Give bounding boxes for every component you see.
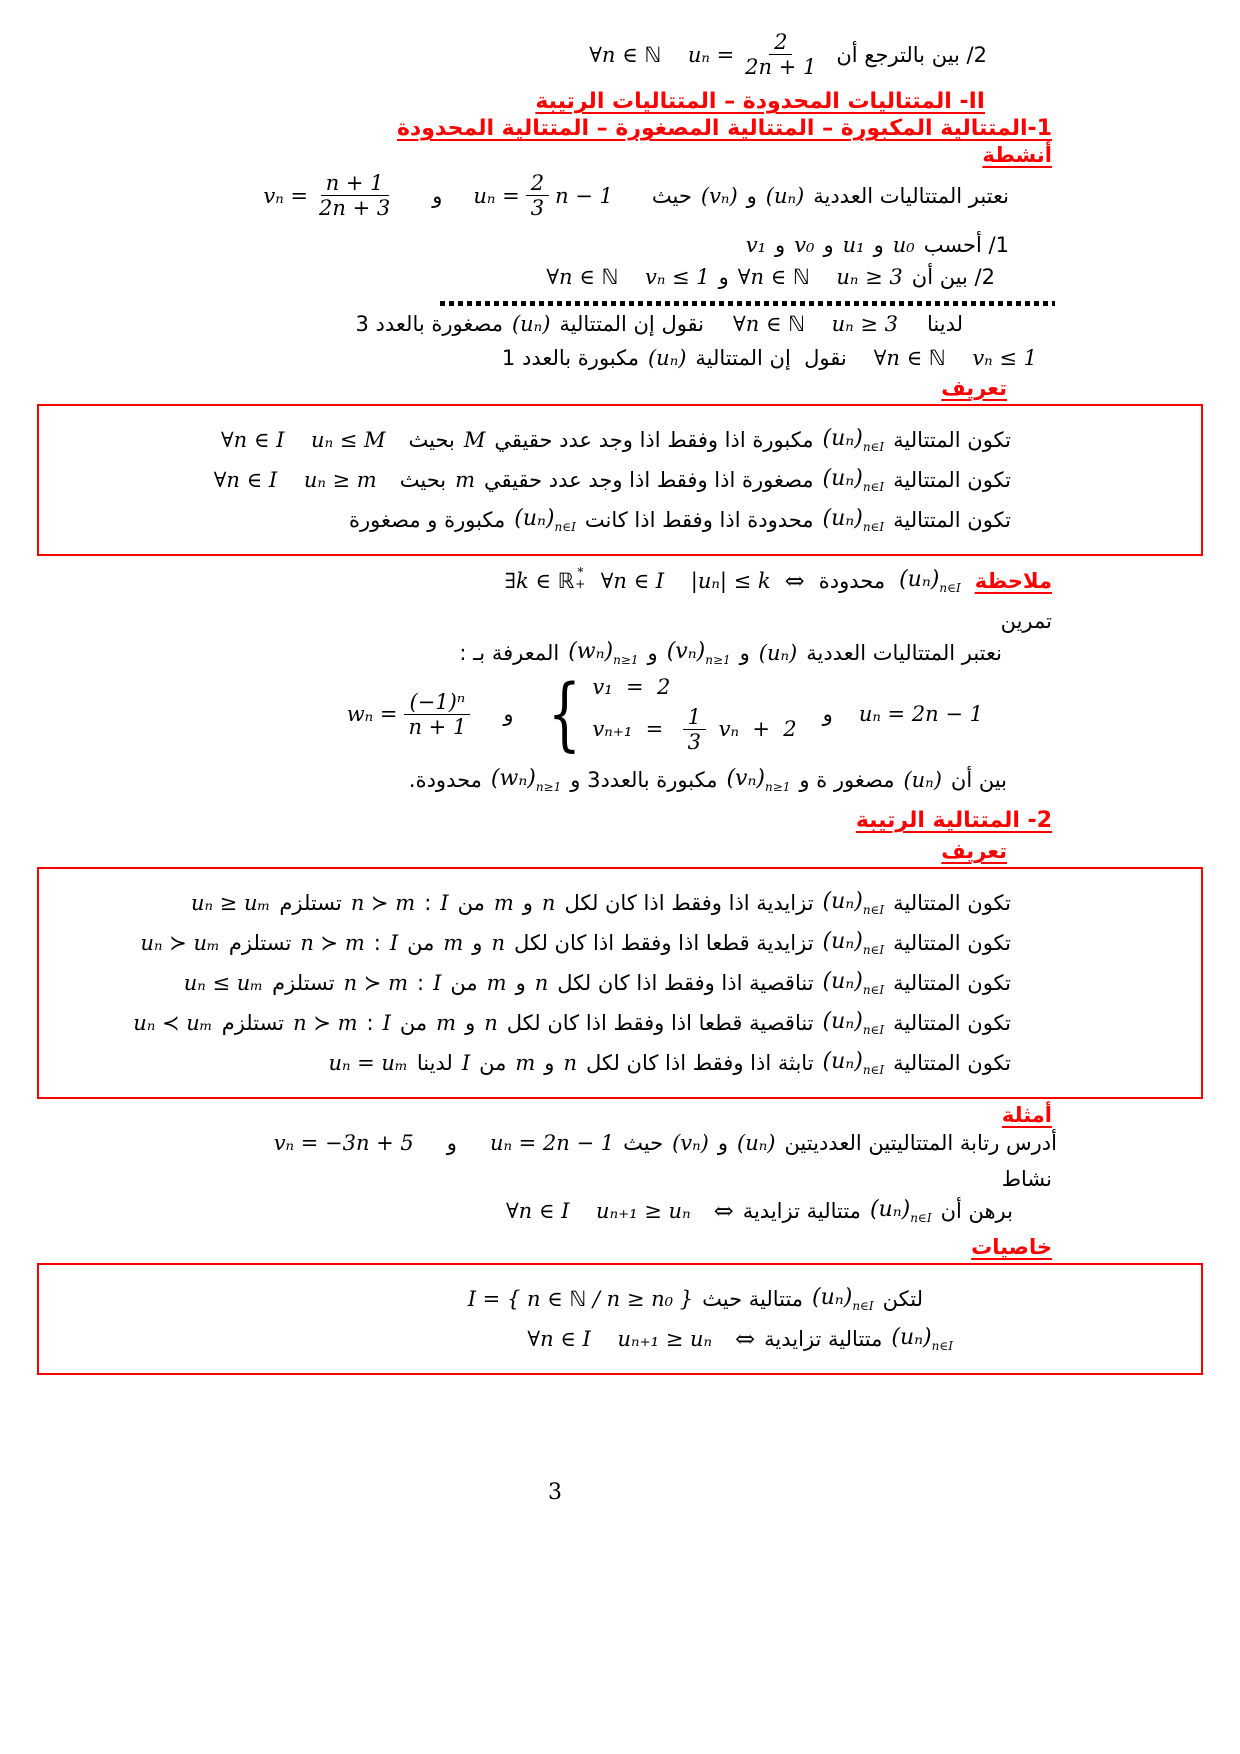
ladayna-text: لدينا xyxy=(416,1051,453,1076)
section-ii-heading: II- المتتاليات المحدودة – المتتاليات الرتيبة xyxy=(535,89,985,115)
properties-heading-line xyxy=(35,1235,1205,1259)
waw-conjunction: و xyxy=(718,264,729,289)
n-succ-m: n ≻ m xyxy=(343,971,409,996)
waw-conjunction: و xyxy=(717,1131,729,1156)
section-ii-heading-line xyxy=(35,89,1205,114)
un-sequence-notation xyxy=(823,929,885,957)
section-2-heading-line xyxy=(35,808,1205,833)
from-text: من xyxy=(479,1051,507,1076)
un-notation: (uₙ) xyxy=(903,768,942,793)
defined-by-text: المعرفة بـ : xyxy=(459,640,560,665)
waw-conjunction: و xyxy=(515,971,526,996)
definition-bounded-row xyxy=(39,506,1201,534)
var-M: M xyxy=(463,427,486,452)
exercise-formulas-line xyxy=(35,667,1205,761)
bounded-word: محدودة xyxy=(818,569,886,594)
vn-lhs: vₙ = xyxy=(263,183,309,208)
takoun-label: تكون المتتالية xyxy=(893,931,1011,956)
prove-increasing-line xyxy=(35,1197,1205,1225)
strictly-decreasing-condition-text: تناقصية قطعا اذا وفقط اذا كان لكل xyxy=(506,1011,814,1036)
vn-recurrence-relation xyxy=(592,705,796,754)
vn-leq-1-statement: ∀n ∈ ℕ vₙ ≤ 1 xyxy=(873,345,1037,370)
n-succ-m: n ≻ m xyxy=(300,931,365,956)
seq-index-set: n∈I xyxy=(862,1023,885,1038)
takoun-label: تكون المتتالية xyxy=(893,467,1011,492)
set-I: I xyxy=(440,891,449,916)
v1-initial-condition: v₁ = 2 xyxy=(592,674,671,699)
seq-base: (wₙ) xyxy=(490,766,536,792)
waw-conjunction: و xyxy=(465,1011,476,1036)
seq-index-set: n≥1 xyxy=(764,780,791,795)
seq-base: (vₙ) xyxy=(726,766,765,792)
waw-conjunction: و xyxy=(522,891,533,916)
waw-conjunction: و xyxy=(739,640,750,665)
seq-base: (uₙ) xyxy=(822,889,863,915)
seq-index-set: n∈I xyxy=(862,519,885,534)
var-m: m xyxy=(515,1051,536,1076)
majorized-by-1-text: مكبورة بالعدد 1 xyxy=(501,345,639,370)
seq-index-set: n∈I xyxy=(931,1339,953,1354)
system-rows xyxy=(592,675,796,754)
vn-notation: (vₙ) xyxy=(672,1131,709,1156)
seq-base: (uₙ) xyxy=(822,465,863,491)
var-n: n xyxy=(484,1011,498,1036)
un-leq-um: uₙ ≤ uₘ xyxy=(183,971,264,996)
properties-setup-row xyxy=(39,1285,1201,1313)
seq-index-set: n≥1 xyxy=(535,780,562,795)
un-example-formula: uₙ = 2n − 1 xyxy=(489,1131,615,1156)
seq-index-set: n∈I xyxy=(910,1211,932,1226)
vn-recursive-system xyxy=(539,667,797,761)
set-I: I xyxy=(461,1051,471,1076)
activities-heading: أنشطة xyxy=(982,143,1052,168)
waw-conjunction: و xyxy=(873,232,884,257)
minorized-and-text: مصغور ة و xyxy=(799,768,895,793)
exercise-heading: تمرين xyxy=(1000,608,1052,633)
fraction-denominator: 3 xyxy=(687,729,701,754)
seq-index-set: n≥1 xyxy=(613,652,639,667)
hayth-text: حيث xyxy=(651,183,692,208)
un-sequence-notation xyxy=(823,889,885,917)
waw-conjunction: و xyxy=(446,1131,457,1156)
un-notation: (uₙ) xyxy=(511,311,551,336)
un-sequence-notation xyxy=(823,506,885,534)
definition-majorized-row xyxy=(39,426,1201,454)
fraction-numerator: (−1)ⁿ xyxy=(404,690,470,715)
takoun-label: تكون المتتالية xyxy=(893,1051,1011,1076)
monotonic-section-heading: 2- المتتالية الرتيبة xyxy=(855,808,1052,834)
increasing-condition-text: تزايدية اذا وفقط اذا كان لكل xyxy=(564,891,814,916)
minorized-by-3-text: مصغورة بالعدد 3 xyxy=(355,311,503,336)
question-1-line xyxy=(35,233,1205,257)
v0-term: v₀ xyxy=(794,232,815,257)
vn-formula xyxy=(263,171,401,220)
takoun-label: تكون المتتالية xyxy=(893,971,1011,996)
study-monotonicity-text: أدرس رتابة المتتاليتين العدديتين xyxy=(784,1131,1057,1156)
seq-index-set: n∈I xyxy=(939,581,961,596)
un-geq-3-statement: ∀n ∈ ℕ uₙ ≥ 3 xyxy=(737,264,903,289)
set-I: I xyxy=(433,971,442,996)
waw-conjunction: و xyxy=(746,183,757,208)
seq-base: (uₙ) xyxy=(822,969,863,995)
bounded-condition-text: محدودة اذا وفقط اذا كانت xyxy=(584,507,814,532)
un-notation: (uₙ) xyxy=(758,640,798,665)
un-sequence-notation xyxy=(812,1285,874,1313)
definition-minorized-row xyxy=(39,466,1201,494)
colon: : xyxy=(417,971,425,996)
definition-increasing-row xyxy=(39,889,1201,917)
u1-term: u₁ xyxy=(842,232,865,257)
seq-base: (uₙ) xyxy=(514,505,555,531)
examples-heading-line xyxy=(35,1103,1205,1127)
definition-heading-line-2 xyxy=(35,839,1205,863)
un-notation: (uₙ) xyxy=(647,345,687,370)
question-2-line xyxy=(35,265,1205,289)
un-tail: n − 1 xyxy=(555,183,613,208)
un-fraction xyxy=(740,30,821,79)
waw-conjunction: و xyxy=(822,702,833,727)
var-m: m xyxy=(486,971,507,996)
implies-text: تستلزم xyxy=(228,931,292,956)
seq-base: (uₙ) xyxy=(812,1285,853,1311)
var-m: m xyxy=(455,467,476,492)
examples-statement-line xyxy=(35,1131,1205,1155)
vn-sequence-notation xyxy=(726,766,790,794)
increasing-sequence-text: متتالية تزايدية xyxy=(764,1327,883,1352)
definition-decreasing-row xyxy=(39,969,1201,997)
definition-constant-row xyxy=(39,1049,1201,1077)
waw-conjunction: و xyxy=(472,931,483,956)
un-formula xyxy=(473,171,613,220)
exercise-conclusion-line xyxy=(35,766,1205,794)
hayth-text: حيث xyxy=(623,1131,664,1156)
vn-notation: (vₙ) xyxy=(700,183,738,208)
forall-un-lhs: ∀n ∈ ℕ uₙ = xyxy=(589,42,735,67)
vn-fraction xyxy=(314,171,395,220)
un-geq-um: uₙ ≥ uₘ xyxy=(190,891,271,916)
bounded-k-statement xyxy=(505,566,771,597)
takoun-label: تكون المتتالية xyxy=(893,1011,1011,1036)
wn-fraction xyxy=(403,690,471,739)
un1-geq-un-statement: ∀n ∈ I uₙ₊₁ ≥ uₙ xyxy=(527,1327,713,1352)
minorized-observation-line xyxy=(35,312,1205,336)
star-superscript: * xyxy=(577,564,584,579)
colon: : xyxy=(424,891,432,916)
seq-base: (uₙ) xyxy=(899,567,940,593)
constant-condition-text: تابثة اذا وفقط اذا كان لكل xyxy=(585,1051,814,1076)
majorized-condition-text: مكبورة اذا وفقط اذا وجد عدد حقيقي xyxy=(494,427,814,452)
var-m: m xyxy=(493,891,514,916)
seq-index-set: n∈I xyxy=(862,943,885,958)
majorized-sentence-start: نقول إن المتتالية xyxy=(695,345,847,370)
abs-un-leq-k: ∀n ∈ I |uₙ| ≤ k xyxy=(587,569,771,594)
n-succ-m: n ≻ m xyxy=(350,891,416,916)
litakon-text: لتكن xyxy=(882,1287,923,1312)
definition-heading: تعريف xyxy=(941,375,1007,400)
seq-index-set: n∈I xyxy=(554,519,576,534)
var-m: m xyxy=(436,1011,457,1036)
un-sequence-notation xyxy=(514,506,576,534)
seq-index-set: n∈I xyxy=(852,1299,874,1314)
var-n: n xyxy=(491,931,505,956)
waw-conjunction: و xyxy=(647,640,658,665)
activity-heading: نشاط xyxy=(1001,1167,1052,1192)
un-succ-um: uₙ ≻ uₘ xyxy=(140,931,220,956)
set-I: I xyxy=(389,931,399,956)
majorized-and-minorized-text: مكبورة و مصغورة xyxy=(349,507,506,532)
takoun-label: تكون المتتالية xyxy=(893,891,1011,916)
un-sequence-notation xyxy=(823,969,885,997)
un1-geq-un-statement: ∀n ∈ I uₙ₊₁ ≥ uₙ xyxy=(505,1199,691,1224)
fraction-denominator: 2n + 3 xyxy=(319,196,391,221)
majorized-by-3-and-text: مكبورة بالعدد3 و xyxy=(570,768,718,793)
waw-conjunction: و xyxy=(544,1051,555,1076)
un-sequence-notation xyxy=(823,1009,885,1037)
un-sequence-notation xyxy=(870,1197,932,1225)
wn-formula xyxy=(347,690,478,739)
var-n: n xyxy=(541,891,556,916)
definition-heading: تعريف xyxy=(941,839,1007,864)
recurrence-question-text: 2/ بين بالترجع أن xyxy=(836,42,987,67)
seq-index-set: n∈I xyxy=(862,479,885,494)
waw-conjunction: و xyxy=(823,232,834,257)
vn-leq-1-statement: ∀n ∈ ℕ vₙ ≤ 1 xyxy=(546,264,710,289)
takoun-label: تكون المتتالية xyxy=(893,427,1011,452)
un-equals-um: uₙ = uₘ xyxy=(328,1051,408,1076)
un-sequence-notation xyxy=(891,1325,953,1353)
two-thirds-fraction xyxy=(526,171,549,220)
definition-box-monotonic xyxy=(37,867,1203,1099)
bounded-period-text: محدودة. xyxy=(408,768,482,793)
vn1-lhs: vₙ₊₁ = xyxy=(592,717,677,742)
v1-term: v₁ xyxy=(745,232,767,257)
wn-sequence-notation xyxy=(568,639,638,667)
iff-symbol: ⇔ xyxy=(713,1197,734,1226)
bihayth-text: بحيث xyxy=(408,427,455,452)
subsection-1-heading-line xyxy=(35,116,1205,141)
fraction-numerator: 2 xyxy=(769,30,792,55)
seq-base: (uₙ) xyxy=(822,425,863,451)
note-line xyxy=(35,566,1205,597)
examples-heading: أمثلة xyxy=(1001,1103,1052,1128)
prove-that-text: برهن أن xyxy=(940,1199,1013,1224)
colon: : xyxy=(366,1011,374,1036)
un-notation: (uₙ) xyxy=(737,1131,776,1156)
subsection-1-heading: 1-المتتالية المكبورة – المتتالية المصغورة – المتتالية المحدودة xyxy=(396,116,1052,142)
fraction-numerator: n + 1 xyxy=(321,171,389,196)
seq-base: (uₙ) xyxy=(891,1325,932,1351)
note-heading: ملاحظة xyxy=(974,569,1052,594)
un-geq-m-statement: ∀n ∈ I uₙ ≥ m xyxy=(213,467,377,492)
iff-symbol: ⇔ xyxy=(784,567,805,596)
var-m: m xyxy=(443,931,464,956)
waw-conjunction: و xyxy=(432,183,443,208)
page-number: 3 xyxy=(548,1480,562,1505)
seq-index-set: n∈I xyxy=(862,439,885,454)
waw-conjunction: و xyxy=(775,232,786,257)
vn-sequence-notation xyxy=(667,639,731,667)
plus-subscript: + xyxy=(575,577,586,592)
majorized-observation-line xyxy=(35,346,1205,370)
from-text: من xyxy=(457,891,485,916)
set-I: I xyxy=(382,1011,391,1036)
un-explicit-formula: uₙ = 2n − 1 xyxy=(858,702,983,727)
properties-box xyxy=(37,1263,1203,1375)
var-n: n xyxy=(534,971,549,996)
fraction-denominator: 3 xyxy=(530,196,545,221)
dotted-separator xyxy=(440,301,1055,306)
decreasing-condition-text: تناقصية اذا وفقط اذا كان لكل xyxy=(557,971,814,996)
definition-strictly-decreasing-row xyxy=(39,1009,1201,1037)
un-sequence-notation xyxy=(823,1049,885,1077)
seq-base: (uₙ) xyxy=(822,505,863,531)
n-succ-m: n ≻ m xyxy=(293,1011,358,1036)
from-text: من xyxy=(399,1011,428,1036)
properties-increasing-row xyxy=(39,1325,1201,1353)
system-brace: { xyxy=(548,667,582,761)
intro-text: نعتبر المتتاليات العددية xyxy=(813,183,1009,208)
one-third-fraction xyxy=(683,705,706,754)
definition-box-bounded xyxy=(37,404,1203,556)
from-text: من xyxy=(450,971,478,996)
fraction-denominator: 2n + 1 xyxy=(745,55,817,80)
question-2-text: 2/ بين أن xyxy=(911,264,995,289)
intro-text: نعتبر المتتاليات العددية xyxy=(806,640,1002,665)
question-1-text: 1/ أحسب xyxy=(923,232,1009,257)
minorized-condition-text: مصغورة اذا وفقط اذا وجد عدد حقيقي xyxy=(484,467,814,492)
colon: : xyxy=(373,931,381,956)
seq-base: (uₙ) xyxy=(869,1197,911,1223)
un-sequence-notation xyxy=(823,426,885,454)
activity-heading-line xyxy=(35,1167,1205,1191)
properties-heading: خاصيات xyxy=(971,1235,1052,1260)
seq-base: (uₙ) xyxy=(822,929,863,955)
un-notation: (uₙ) xyxy=(765,183,805,208)
un-geq-3-statement: ∀n ∈ ℕ uₙ ≥ 3 xyxy=(733,311,898,336)
from-text: من xyxy=(407,931,435,956)
seq-base: (wₙ) xyxy=(568,638,614,664)
un-sequence-notation xyxy=(823,466,885,494)
fraction-numerator: 1 xyxy=(683,705,706,730)
seq-index-set: n∈I xyxy=(862,903,885,918)
activities-heading-line xyxy=(35,143,1205,167)
implies-text: تستلزم xyxy=(221,1011,285,1036)
un-lhs: uₙ = xyxy=(473,183,520,208)
var-n: n xyxy=(563,1051,577,1076)
seq-index-set: n∈I xyxy=(862,1063,885,1078)
un-sequence-notation xyxy=(899,567,961,595)
takoun-label: تكون المتتالية xyxy=(893,507,1011,532)
sequences-intro-line xyxy=(35,171,1205,220)
exercise-intro-line xyxy=(35,639,1205,667)
recurrence-question-line xyxy=(35,30,1205,79)
waw-conjunction: و xyxy=(503,702,514,727)
implies-text: تستلزم xyxy=(279,891,342,916)
show-that-text: بين أن xyxy=(950,768,1007,793)
index-set-definition: I = { n ∈ ℕ / n ≥ n₀ } xyxy=(467,1287,694,1312)
fraction-denominator: n + 1 xyxy=(408,714,467,739)
vn-plus-2-tail: vₙ + 2 xyxy=(711,717,797,742)
implies-text: تستلزم xyxy=(272,971,335,996)
u0-term: u₀ xyxy=(892,232,915,257)
definition-heading-line-1 xyxy=(35,376,1205,400)
un-leq-M-statement: ∀n ∈ I uₙ ≤ M xyxy=(220,427,386,452)
sequence-where-text: متتالية حيث xyxy=(702,1287,804,1312)
wn-sequence-notation xyxy=(491,766,561,794)
seq-base: (uₙ) xyxy=(822,1009,863,1035)
seq-base: (vₙ) xyxy=(666,638,706,664)
definition-strictly-increasing-row xyxy=(39,929,1201,957)
bihayth-text: بحيث xyxy=(399,467,447,492)
seq-index-set: n≥1 xyxy=(705,652,731,667)
vn-example-formula: vₙ = −3n + 5 xyxy=(273,1131,414,1156)
iff-symbol: ⇔ xyxy=(735,1325,756,1354)
strictly-increasing-condition-text: تزايدية قطعا اذا وفقط اذا كان لكل xyxy=(513,931,814,956)
r-star-plus xyxy=(575,566,585,591)
minorized-sentence-start: نقول إن المتتالية xyxy=(559,311,705,336)
increasing-sequence-text: متتالية تزايدية xyxy=(742,1199,861,1224)
un-general-term-formula xyxy=(589,30,827,79)
seq-base: (uₙ) xyxy=(822,1049,863,1075)
fraction-numerator: 2 xyxy=(526,171,549,196)
exercise-heading-line xyxy=(35,609,1205,633)
exists-k-in-R: ∃k ∈ ℝ xyxy=(504,569,575,594)
seq-index-set: n∈I xyxy=(862,983,885,998)
ladayna-text: لدينا xyxy=(926,311,963,336)
wn-lhs: wₙ = xyxy=(346,702,398,727)
un-prec-um: uₙ ≺ uₘ xyxy=(133,1011,213,1036)
